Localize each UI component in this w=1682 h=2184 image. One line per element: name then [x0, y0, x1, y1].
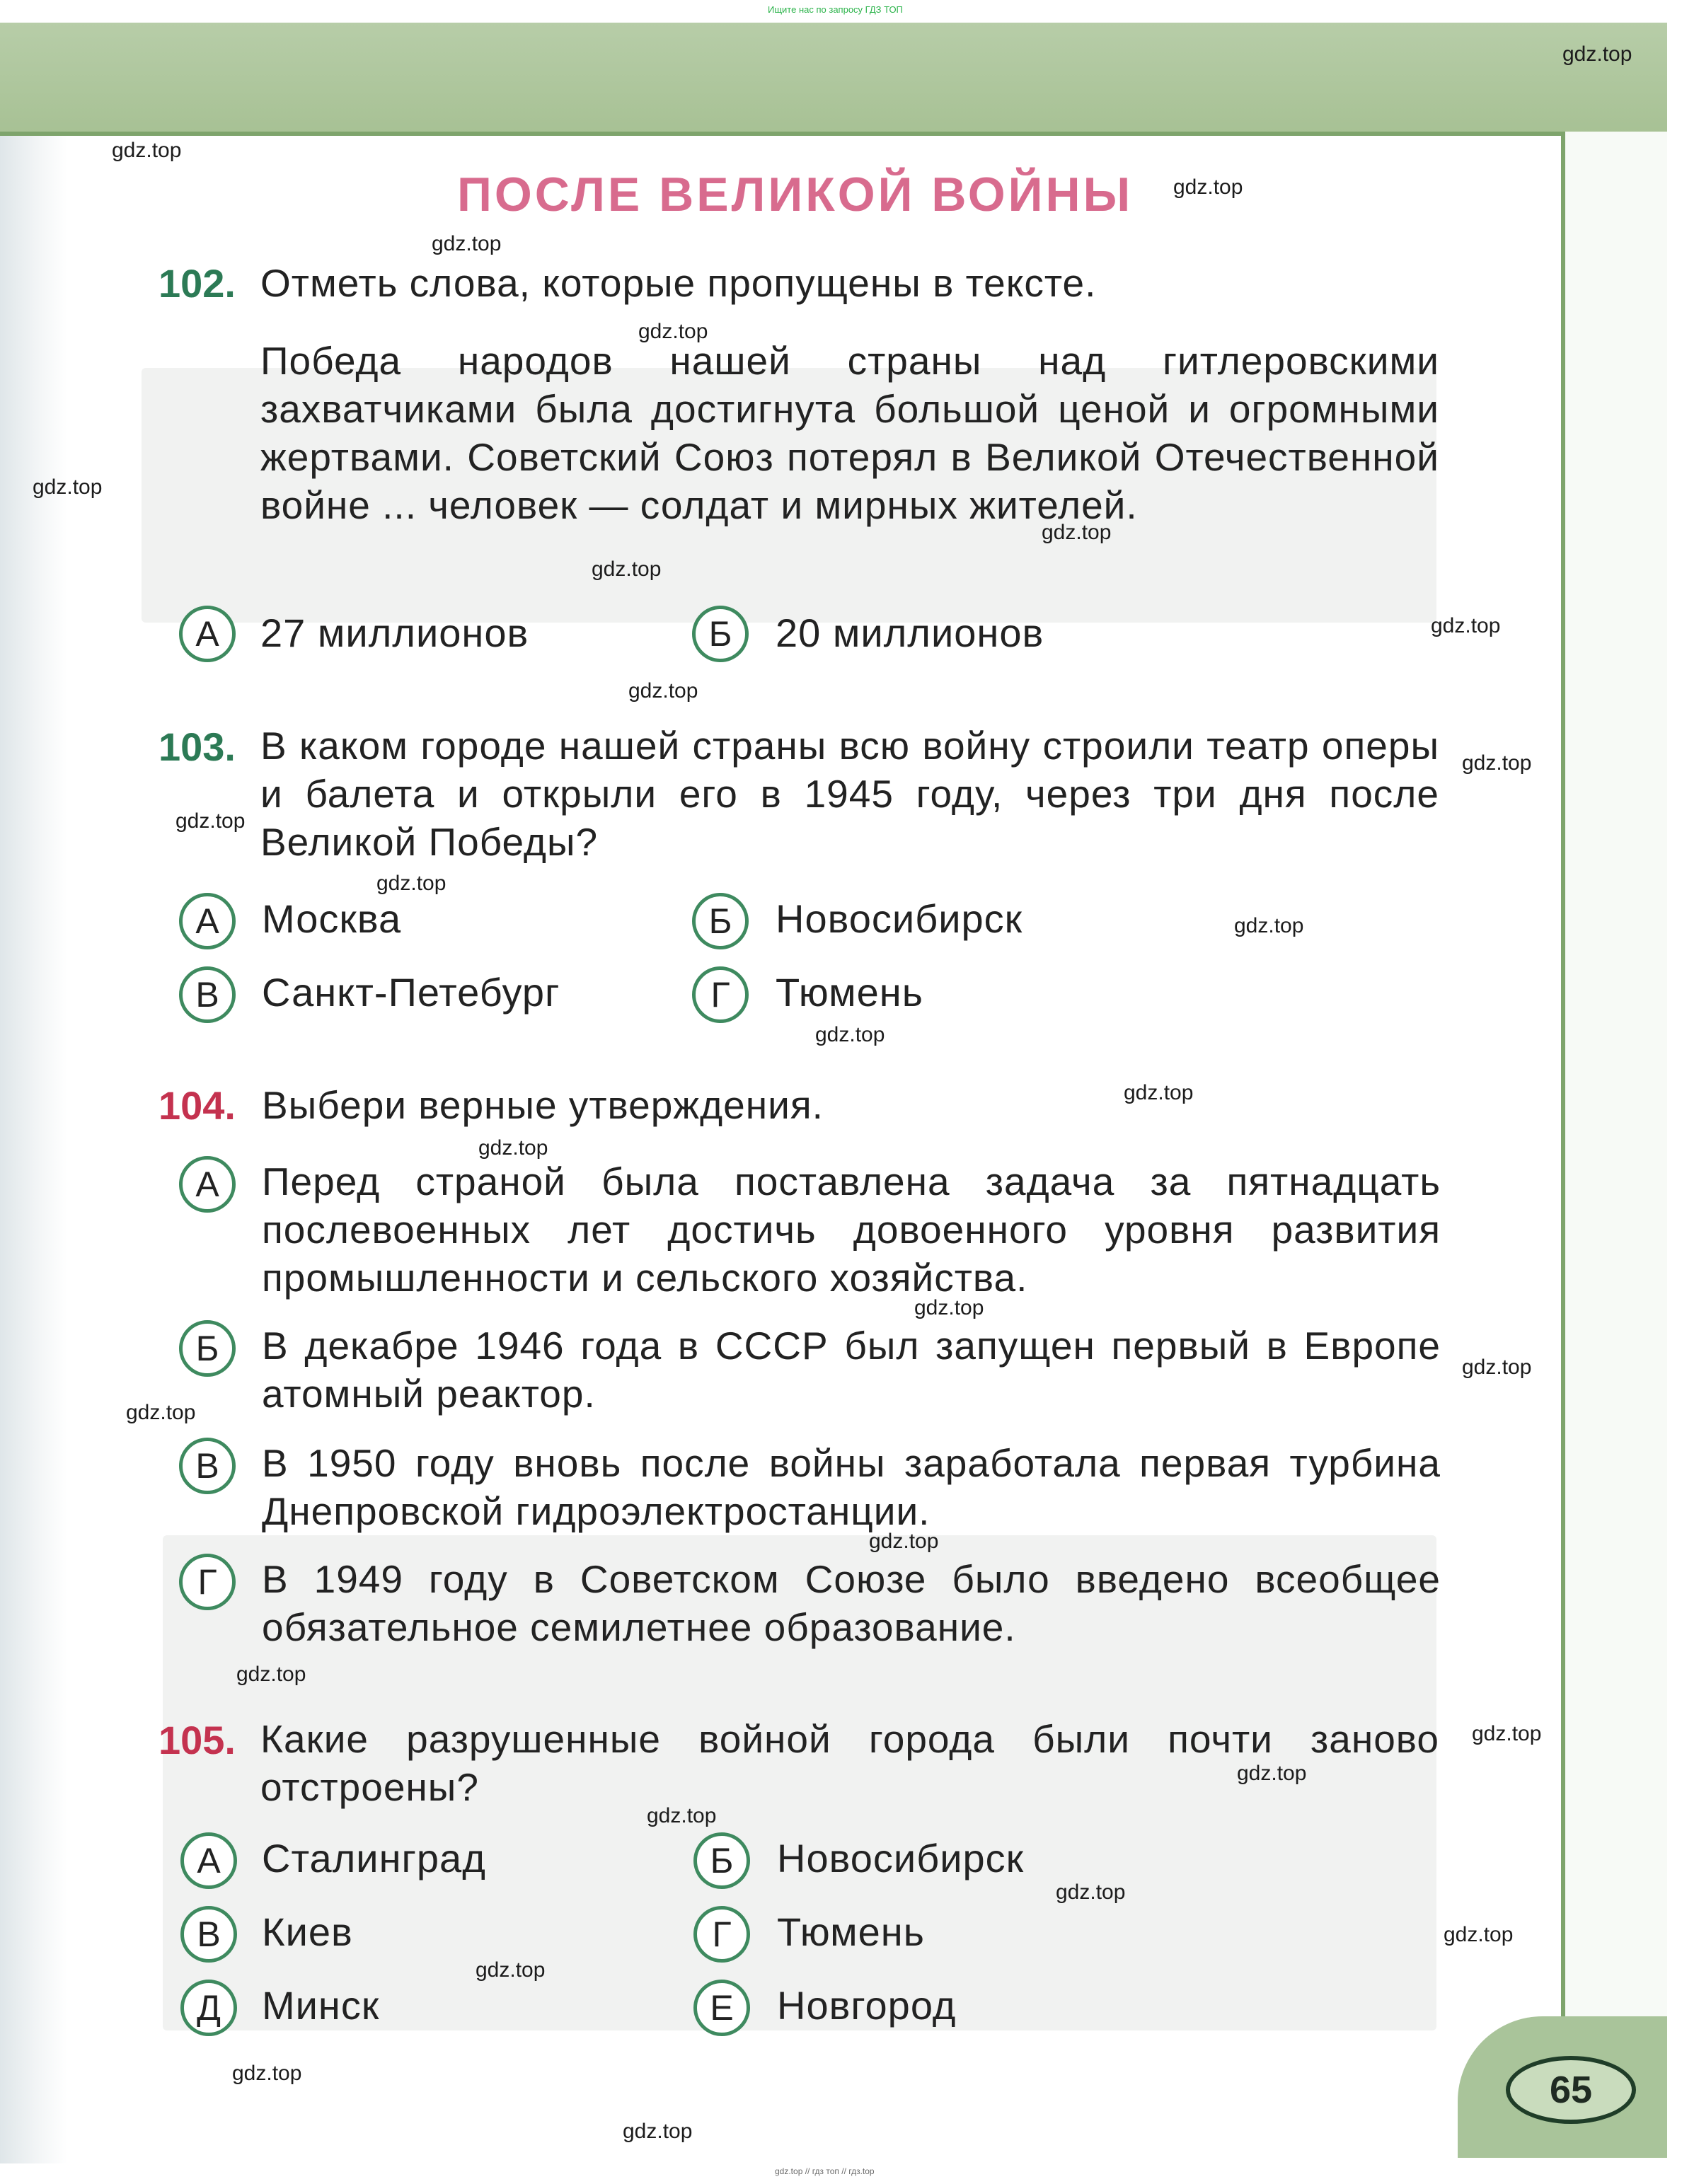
margin-rule — [1561, 132, 1565, 2155]
footer-text: gdz.top // гдз топ // гдз.top — [775, 2166, 875, 2176]
watermark: gdz.top — [112, 139, 182, 162]
watermark: gdz.top — [623, 2120, 693, 2143]
watermark: gdz.top — [1431, 614, 1501, 637]
watermark: gdz.top — [175, 809, 246, 833]
option-label: Тюмень — [777, 1909, 925, 1954]
watermark: gdz.top — [376, 872, 447, 895]
page-number: 65 — [1506, 2056, 1636, 2124]
option-circle[interactable]: А — [179, 1156, 236, 1213]
option-label: Новгород — [777, 1983, 957, 2028]
watermark: gdz.top — [1234, 914, 1304, 937]
watermark: gdz.top — [432, 232, 502, 255]
watermark: gdz.top — [236, 1663, 306, 1686]
option-label: Новосибирск — [776, 896, 1023, 941]
watermark: gdz.top — [476, 1958, 546, 1982]
question-text: Отметь слова, которые пропущены в тексте. — [260, 261, 1097, 305]
option-label: Новосибирск — [777, 1836, 1025, 1880]
option-circle[interactable]: Е — [693, 1980, 750, 2036]
option-label: Минск — [262, 1983, 380, 2028]
watermark: gdz.top — [478, 1136, 548, 1160]
option-circle[interactable]: А — [180, 1832, 237, 1889]
option-label: Перед страной была поставлена задача за пятнадцать послевоенных лет достичь довоенного уровня развития промышленности и сельского хозяйства. — [262, 1160, 1441, 1300]
option-circle[interactable]: Г — [692, 966, 749, 1023]
header-band — [0, 23, 1667, 134]
option-label: Москва — [262, 896, 402, 941]
watermark: gdz.top — [647, 1804, 717, 1827]
option-circle[interactable]: В — [180, 1906, 237, 1963]
option-circle[interactable]: А — [179, 893, 236, 949]
option-circle[interactable]: Б — [692, 893, 749, 949]
option-circle[interactable]: Б — [692, 606, 749, 662]
option-circle[interactable]: Д — [180, 1980, 237, 2036]
watermark: gdz.top — [126, 1401, 196, 1424]
watermark: gdz.top — [592, 557, 662, 581]
question-number: 102. — [159, 261, 236, 306]
watermark: gdz.top — [1562, 42, 1632, 66]
watermark: gdz.top — [1462, 1356, 1532, 1379]
option-label: В 1949 году в Советском Союзе было введено всеобщее обязательное семилетнее образование. — [262, 1557, 1441, 1649]
watermark: gdz.top — [914, 1296, 984, 1319]
question-number: 105. — [159, 1718, 236, 1762]
page-title: ПОСЛЕ ВЕЛИКОЙ ВОЙНЫ — [457, 168, 1134, 221]
question-text: Какие разрушенные войной города были почти заново отстроены? — [260, 1717, 1439, 1809]
watermark: gdz.top — [1173, 175, 1243, 199]
watermark: gdz.top — [815, 1023, 885, 1046]
option-label: 20 миллионов — [776, 611, 1044, 655]
watermark: gdz.top — [638, 320, 708, 343]
option-label: Киев — [262, 1909, 353, 1954]
question-number: 104. — [159, 1083, 236, 1128]
option-label: Сталинград — [262, 1836, 486, 1880]
watermark: gdz.top — [232, 2062, 302, 2085]
option-circle[interactable]: А — [179, 606, 236, 662]
watermark: gdz.top — [1472, 1722, 1542, 1745]
watermark: gdz.top — [1056, 1880, 1126, 1904]
watermark: gdz.top — [869, 1530, 939, 1553]
site-banner[interactable]: Ищите нас по запросу ГДЗ ТОП — [768, 4, 903, 15]
option-label: 27 миллионов — [260, 611, 529, 655]
watermark: gdz.top — [1042, 521, 1112, 544]
question-text: В каком городе нашей страны всю войну строили театр оперы и балета и открыли его в 1945 году, через три дня после Великой Победы? — [260, 724, 1439, 864]
question-text: Выбери верные утверждения. — [262, 1083, 824, 1127]
option-circle[interactable]: Г — [179, 1554, 236, 1610]
option-label: В декабре 1946 года в СССР был запущен первый в Европе атомный реактор. — [262, 1324, 1441, 1416]
option-circle[interactable]: В — [179, 1438, 236, 1494]
option-label: Санкт-Петебург — [262, 970, 560, 1015]
option-label: Тюмень — [776, 970, 923, 1015]
watermark: gdz.top — [628, 679, 698, 703]
question-passage: Победа народов нашей страны над гитлеровскими захватчиками была достигнута большой ценой и огромными жертвами. Советский Союз потерял в Великой Отечественной войне ... человек — солдат и мирных жителей. — [260, 339, 1439, 527]
option-circle[interactable]: В — [179, 966, 236, 1023]
watermark: gdz.top — [1462, 751, 1532, 775]
spine-shadow — [0, 134, 67, 2165]
watermark: gdz.top — [1444, 1923, 1514, 1946]
option-circle[interactable]: Б — [179, 1320, 236, 1377]
option-circle[interactable]: Г — [693, 1906, 750, 1963]
watermark: gdz.top — [33, 475, 103, 499]
option-circle[interactable]: Б — [693, 1832, 750, 1889]
right-margin — [1565, 132, 1667, 2155]
header-band-edge — [0, 132, 1564, 136]
question-number: 103. — [159, 724, 236, 769]
option-label: В 1950 году вновь после войны заработала первая турбина Днепровской гидроэлектростанции. — [262, 1441, 1441, 1533]
watermark: gdz.top — [1237, 1762, 1307, 1785]
watermark: gdz.top — [1124, 1081, 1194, 1104]
